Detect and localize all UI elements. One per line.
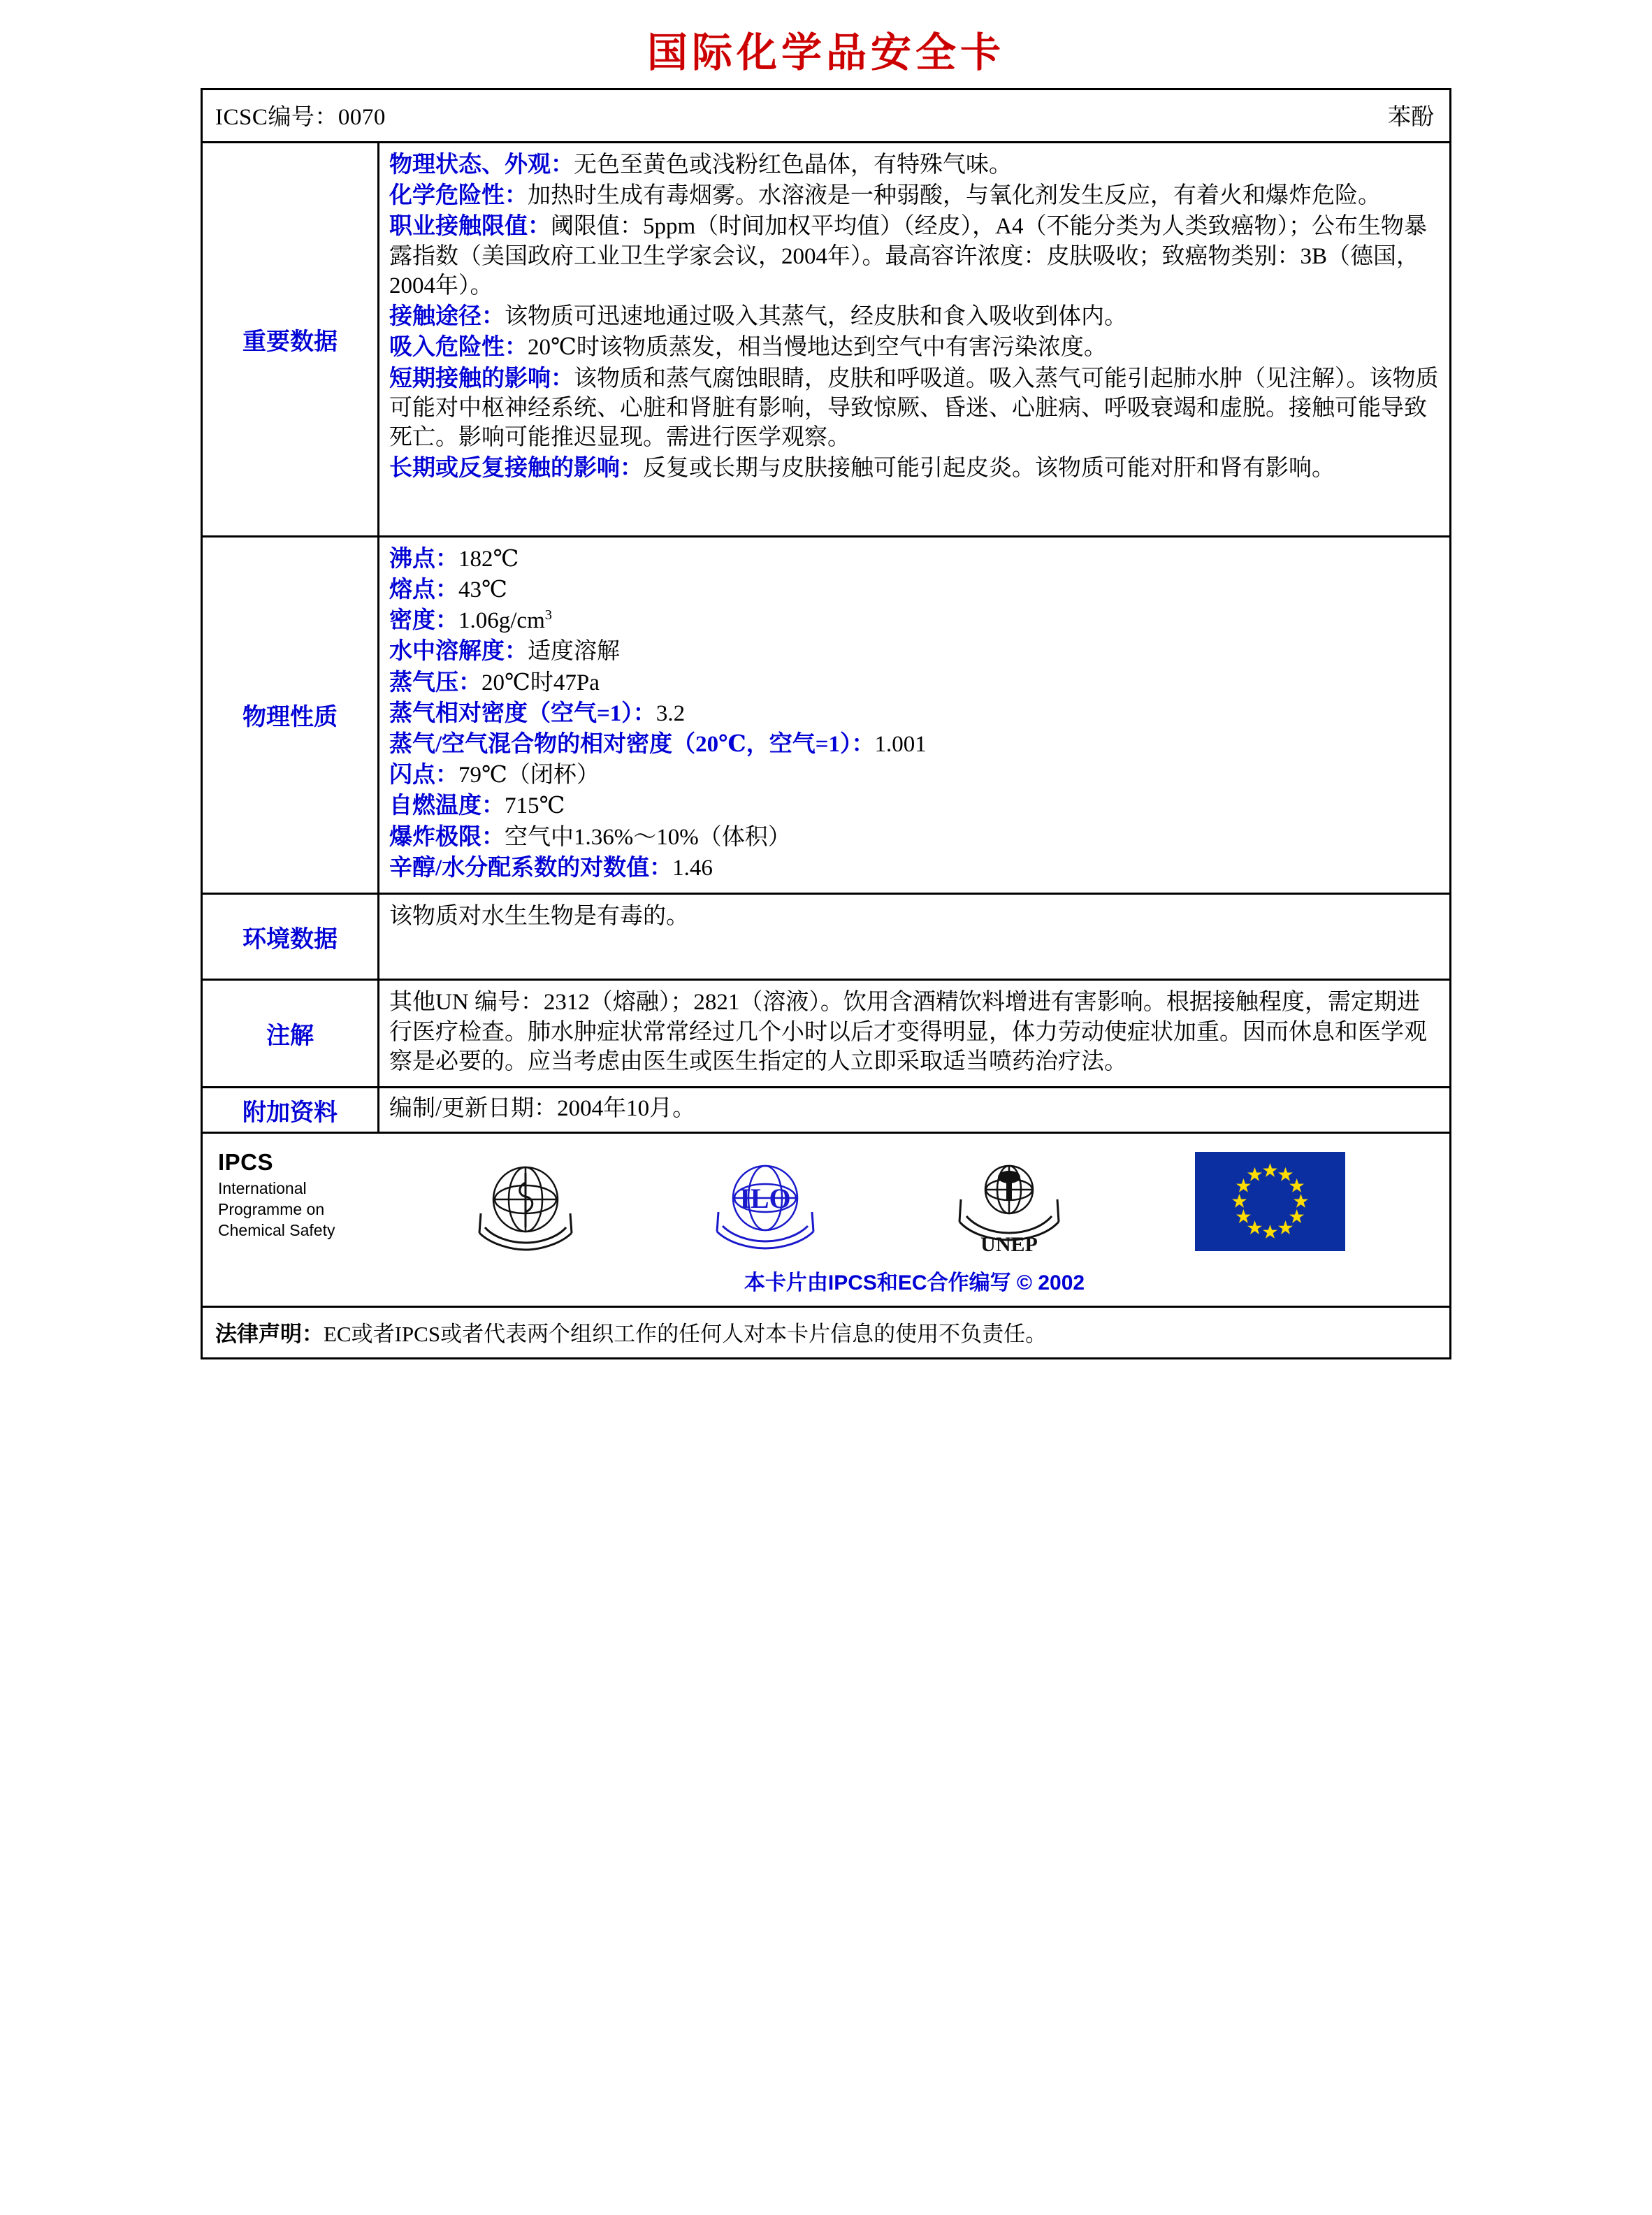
unep-logo (948, 1149, 1071, 1254)
data-item (389, 150, 1440, 180)
icsc-number-label: ICSC编号： (215, 105, 338, 130)
item-head: 辛醇/水分配系数的对数值： (389, 855, 673, 881)
physical-item (389, 823, 1440, 852)
ipcs-title: IPCS (218, 1149, 274, 1176)
who-logo (470, 1149, 581, 1254)
item-head: 密度： (389, 608, 458, 634)
legal-label: 法律声明： (215, 1322, 324, 1347)
legal-text: EC或者IPCS或者代表两个组织工作的任何人对本卡片信息的使用不负责任。 (324, 1322, 1048, 1347)
physical-item (389, 637, 1440, 666)
item-text: 适度溶解 (528, 639, 620, 665)
ipcs-subtitle-line1: International (218, 1179, 307, 1198)
section-environmental-data (203, 895, 1449, 981)
section-label-additional-info: 附加资料 (203, 1088, 379, 1132)
data-item (389, 454, 1440, 483)
item-head: 爆炸极限： (389, 824, 505, 850)
logos-strip (379, 1134, 1449, 1261)
item-head: 熔点： (389, 577, 458, 603)
footer-logos-row (203, 1134, 1449, 1308)
section-content-important-data (379, 143, 1449, 535)
item-head: 闪点： (389, 763, 458, 788)
section-additional-info (203, 1088, 1449, 1134)
data-item (389, 181, 1440, 210)
data-item (389, 333, 1440, 362)
physical-item (389, 668, 1440, 698)
substance-name: 苯酚 (1388, 105, 1434, 130)
item-head: 沸点： (389, 546, 458, 572)
item-head: 蒸气压： (389, 670, 481, 695)
section-label-environmental-data: 环境数据 (203, 895, 379, 979)
item-text: 79℃（闭杯） (458, 763, 600, 788)
section-notes (203, 981, 1449, 1088)
physical-item (389, 791, 1440, 821)
section-important-data (203, 143, 1449, 537)
item-head: 蒸气相对密度（空气=1）： (389, 700, 656, 726)
item-text: 该物质和蒸气腐蚀眼睛，皮肤和呼吸道。吸入蒸气可能引起肺水肿（见注解）。该物质可能对中枢神经系统、心脏和肾脏有影响，导致惊厥、昏迷、心脏病、呼吸衰竭和虚脱。接触可能导致死亡。影响可能推迟显现。需进行医学观察。 (389, 366, 1439, 451)
environment-text: 该物质对水生生物是有毒的。 (389, 904, 689, 930)
item-head: 蒸气/空气混合物的相对密度（20℃，空气=1）： (389, 731, 875, 757)
ilo-logo (706, 1149, 825, 1254)
section-content-notes (379, 981, 1449, 1086)
item-head: 长期或反复接触的影响： (389, 456, 643, 482)
footer-credit: 本卡片由IPCS和EC合作编写 © 2002 (744, 1271, 1085, 1295)
icsc-number-value: 0070 (338, 105, 386, 130)
ipcs-subtitle-line2: Programme on (218, 1200, 325, 1219)
ipcs-subtitle-line3: Chemical Safety (218, 1221, 335, 1240)
data-item (389, 302, 1440, 331)
physical-item (389, 699, 1440, 728)
item-sup: 3 (544, 607, 552, 623)
ipcs-block (203, 1134, 379, 1306)
section-content-physical-properties (379, 537, 1449, 893)
logos-area (379, 1134, 1449, 1306)
item-text: 1.06g/cm (458, 608, 545, 634)
section-label-physical-properties: 物理性质 (203, 537, 379, 893)
item-text: 空气中1.36%～10%（体积） (505, 824, 791, 850)
item-text: 该物质可迅速地通过吸入其蒸气，经皮肤和食入吸收到体内。 (505, 304, 1127, 330)
item-head: 自燃温度： (389, 793, 505, 819)
item-head: 水中溶解度： (389, 639, 528, 665)
physical-item (389, 606, 1440, 635)
item-head: 吸入危险性： (389, 335, 528, 361)
physical-item (389, 853, 1440, 883)
legal-notice (203, 1308, 1449, 1357)
item-head: 化学危险性： (389, 183, 528, 209)
physical-item (389, 760, 1440, 790)
icsc-number-block (203, 90, 1388, 141)
section-label-notes: 注解 (203, 981, 379, 1086)
item-text: 20℃时47Pa (481, 670, 600, 695)
section-content-additional-info (379, 1088, 1449, 1132)
physical-item (389, 730, 1440, 759)
eu-flag-logo (1195, 1152, 1345, 1251)
item-text: 1.46 (672, 855, 713, 881)
section-content-environmental-data (379, 895, 1449, 979)
item-head: 物理状态、外观： (389, 152, 574, 178)
section-physical-properties (203, 537, 1449, 895)
item-text: 43℃ (458, 577, 507, 603)
item-text: 1.001 (874, 731, 927, 757)
notes-text: 其他UN 编号：2312（熔融）；2821（溶液）。饮用含酒精饮料增进有害影响。根据接触程度，需定期进行医疗检查。肺水肿症状常常经过几个小时以后才变得明显，体力劳动使症状加重。因而休息和医学观察是必要的。应当考虑由医生或医生指定的人立即采取适当喷药治疗法。 (389, 990, 1427, 1074)
icsc-card (201, 88, 1451, 1359)
item-text: 无色至黄色或浅粉红色晶体，有特殊气味。 (574, 152, 1012, 178)
physical-item (389, 575, 1440, 605)
item-text: 715℃ (505, 793, 565, 819)
data-item (389, 212, 1440, 301)
item-text: 3.2 (655, 700, 686, 726)
item-text: 182℃ (458, 546, 519, 572)
item-text: 20℃时该物质蒸发，相当慢地达到空气中有害污染浓度。 (528, 335, 1107, 361)
item-text: 反复或长期与皮肤接触可能引起皮炎。该物质可能对肝和肾有影响。 (643, 456, 1335, 482)
item-text: 阈限值：5ppm（时间加权平均值）（经皮），A4（不能分类为人类致癌物）；公布生物暴露指数（美国政府工业卫生学家会议，2004年）。最高容许浓度：皮肤吸收；致癌物类别：3B（德国，2004年）。 (389, 214, 1427, 298)
item-head: 职业接触限值： (389, 214, 551, 240)
item-text: 加热时生成有毒烟雾。水溶液是一种弱酸，与氧化剂发生反应，有着火和爆炸危险。 (528, 183, 1381, 209)
card-header (203, 90, 1449, 143)
item-head: 接触途径： (389, 304, 505, 330)
additional-text: 编制/更新日期：2004年10月。 (389, 1096, 696, 1122)
item-head: 短期接触的影响： (389, 366, 574, 391)
unep-label-text: UNEP (980, 1233, 1038, 1255)
physical-item (389, 544, 1440, 574)
section-label-important-data: 重要数据 (203, 143, 379, 535)
ilo-label-text: ILO (739, 1183, 791, 1215)
data-item (389, 364, 1440, 453)
page-title: 国际化学品安全卡 (646, 30, 1005, 75)
